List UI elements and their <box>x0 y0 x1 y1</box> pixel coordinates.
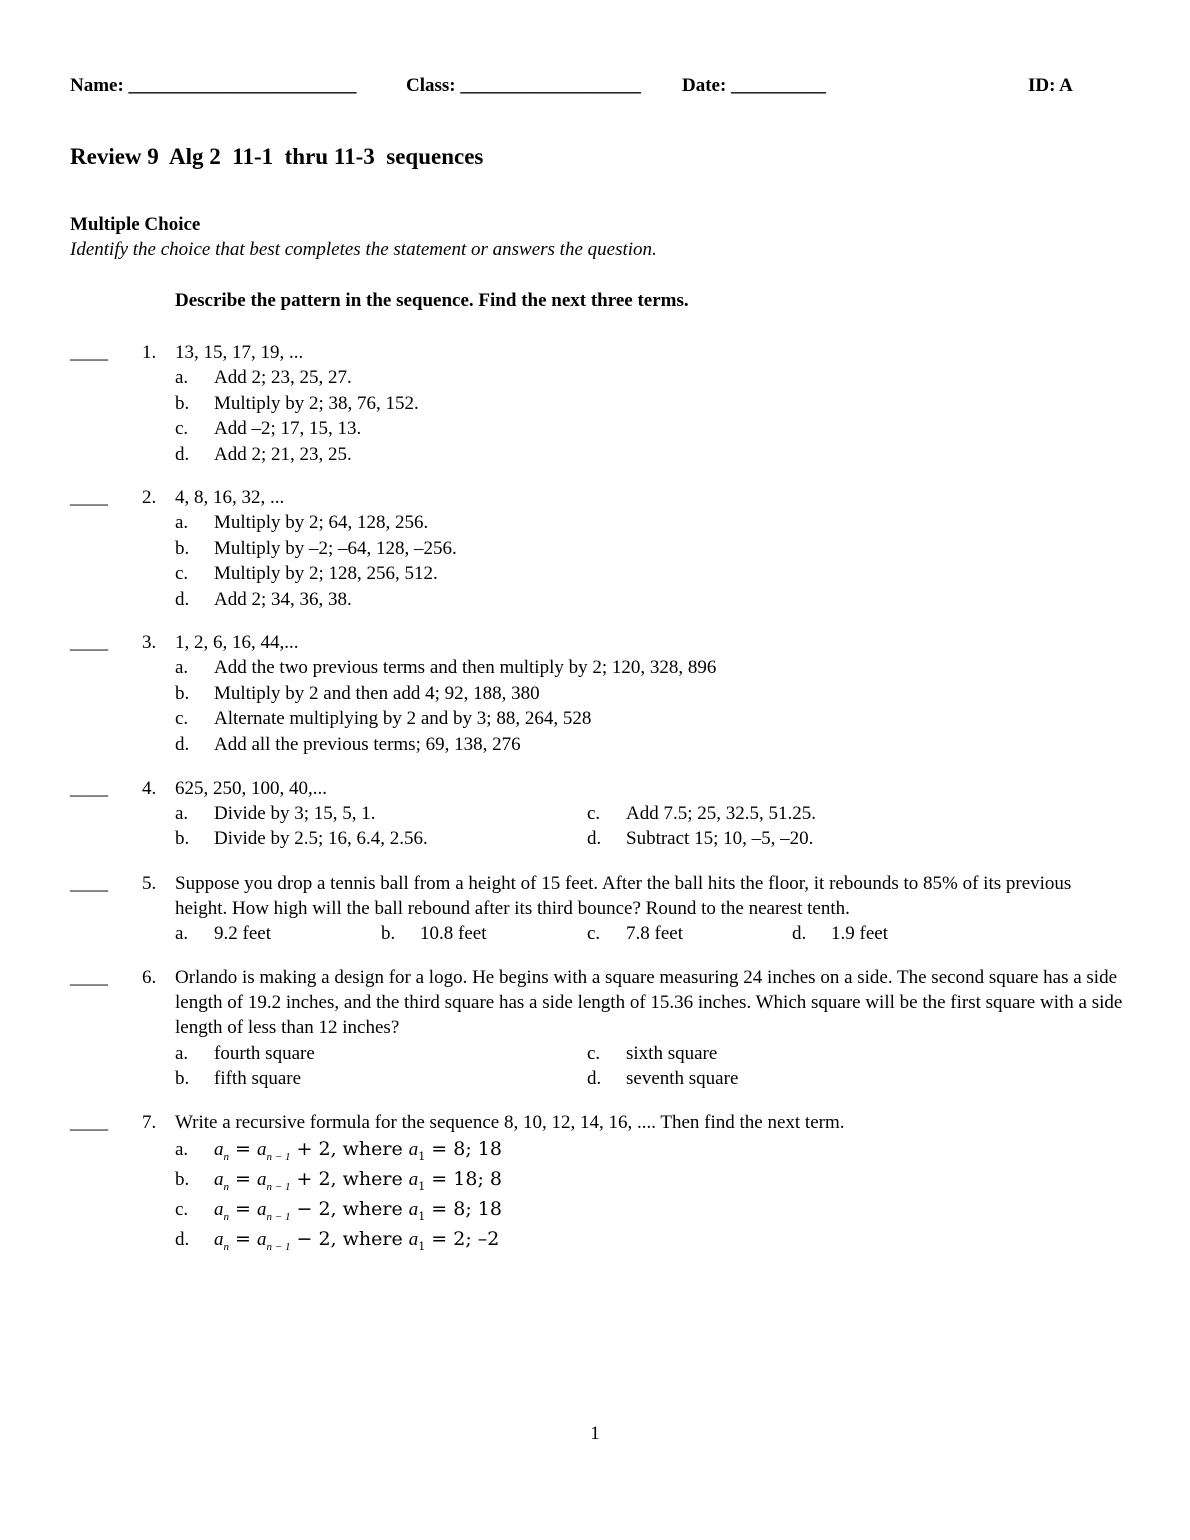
choice-c[interactable] <box>175 706 1125 732</box>
directive-text: Describe the pattern in the sequence. Find the next three terms. <box>175 290 689 311</box>
question-stem: Write a recursive formula for the sequence 8, 10, 12, 14, 16, .... Then find the next term. <box>175 1112 845 1133</box>
answer-blank[interactable]: ____ <box>70 342 108 363</box>
choice-text: 1.9 feet <box>831 923 888 944</box>
choice-letter: a. <box>175 1043 189 1064</box>
test-id: ID: A <box>1028 75 1073 96</box>
choice-text: sixth square <box>626 1043 718 1064</box>
question-stem: Suppose you drop a tennis ball from a height of 15 feet. After the ball hits the floor, it rebounds to 85% of its previous height. How high will the ball rebound after its third bounce? Round to the nearest tenth. <box>175 873 1072 919</box>
recursive-formula: $a_n = a_{n - 1} - 2$, where $a_1 = 2$; –2 <box>214 1228 500 1253</box>
choice-list <box>175 1041 1125 1092</box>
choice-letter: b. <box>175 682 190 704</box>
choice-letter: b. <box>175 392 190 414</box>
section-instructions: Identify the choice that best completes the statement or answers the question. <box>70 239 657 260</box>
choice-b[interactable] <box>175 1167 1125 1197</box>
answer-blank[interactable]: ____ <box>70 1112 108 1133</box>
question-number: 4. <box>142 778 157 799</box>
choice-letter: c. <box>587 1043 601 1064</box>
choice-text: Add 2; 21, 23, 25. <box>214 443 352 465</box>
choice-text: Multiply by 2 and then add 4; 92, 188, 380 <box>214 682 540 704</box>
choice-text: Add all the previous terms; 69, 138, 276 <box>214 733 521 755</box>
choice-letter: a. <box>175 1139 189 1160</box>
name-field[interactable]: Name: ________________________ <box>70 75 357 96</box>
choice-b[interactable] <box>175 391 1125 417</box>
choice-text: Divide by 2.5; 16, 6.4, 2.56. <box>214 828 428 849</box>
choice-letter: a. <box>175 657 189 678</box>
choice-letter: d. <box>175 1229 190 1250</box>
choice-text: Multiply by 2; 128, 256, 512. <box>214 563 438 584</box>
choice-text: Divide by 3; 15, 5, 1. <box>214 803 376 824</box>
choice-d[interactable] <box>175 442 1125 468</box>
choice-letter: d. <box>175 443 190 465</box>
answer-blank[interactable]: ____ <box>70 967 108 988</box>
choice-text: 9.2 feet <box>214 923 271 944</box>
question-number: 2. <box>142 487 157 508</box>
choice-letter: d. <box>792 923 807 944</box>
choice-c[interactable] <box>175 561 1125 587</box>
choice-letter: a. <box>175 367 189 388</box>
choice-text: Alternate multiplying by 2 and by 3; 88, 264, 528 <box>214 708 592 729</box>
question-stem: 1, 2, 6, 16, 44,... <box>175 632 299 653</box>
choice-d[interactable] <box>175 587 1125 613</box>
choice-text: Add –2; 17, 15, 13. <box>214 418 362 439</box>
choice-list <box>175 510 1125 612</box>
choice-text: Add 7.5; 25, 32.5, 51.25. <box>626 803 816 824</box>
question-stem: Orlando is making a design for a logo. He begins with a square measuring 24 inches on a side. The second square has a side length of 19.2 inches, and the third square has a side length of 15.36 inches. Which square will be the first square with a side length of less than 12 inches? <box>175 967 1123 1038</box>
answer-blank[interactable]: ____ <box>70 873 108 894</box>
choice-letter: c. <box>175 563 189 584</box>
choice-list <box>175 801 1125 852</box>
section-heading: Multiple Choice <box>70 214 201 235</box>
choice-text: 7.8 feet <box>626 923 683 944</box>
question-number: 1. <box>142 342 157 363</box>
choice-a[interactable] <box>175 1137 1125 1167</box>
question-number: 5. <box>142 873 157 894</box>
question-stem: 13, 15, 17, 19, ... <box>175 342 304 363</box>
choice-a[interactable] <box>175 655 1125 681</box>
choice-letter: b. <box>381 923 396 944</box>
choice-text: fifth square <box>214 1068 302 1089</box>
choice-text: seventh square <box>626 1068 739 1089</box>
answer-blank[interactable]: ____ <box>70 487 108 508</box>
question-number: 3. <box>142 632 157 653</box>
choice-list <box>175 655 1125 757</box>
choice-list <box>175 365 1125 467</box>
choice-text: Add 2; 23, 25, 27. <box>214 367 352 388</box>
choice-letter: d. <box>175 588 190 610</box>
page-number: 1 <box>590 1423 600 1444</box>
choice-text: Add the two previous terms and then multiply by 2; 120, 328, 896 <box>214 657 717 678</box>
choice-letter: c. <box>587 923 601 944</box>
choice-list <box>175 1137 1125 1257</box>
choice-a[interactable] <box>175 510 1125 536</box>
choice-letter: b. <box>175 1068 190 1089</box>
choice-b[interactable] <box>175 681 1125 707</box>
choice-letter: d. <box>587 828 602 849</box>
choice-letter: b. <box>175 828 190 849</box>
choice-letter: a. <box>175 803 189 824</box>
header-fields <box>70 73 1090 98</box>
choice-letter: a. <box>175 923 189 944</box>
choice-d[interactable] <box>175 732 1125 758</box>
choice-d[interactable] <box>175 1227 1125 1257</box>
page-title: Review 9 Alg 2 11-1 thru 11-3 sequences <box>70 144 484 169</box>
question-stem: 4, 8, 16, 32, ... <box>175 487 285 508</box>
choice-letter: b. <box>175 1169 190 1190</box>
choice-letter: a. <box>175 512 189 533</box>
choice-letter: c. <box>175 1199 189 1220</box>
choice-text: 10.8 feet <box>420 923 487 944</box>
choice-letter: d. <box>587 1068 602 1089</box>
recursive-formula: $a_n = a_{n - 1} - 2$, where $a_1 = 8$; 18 <box>214 1198 502 1223</box>
choice-text: Multiply by 2; 64, 128, 256. <box>214 512 429 533</box>
choice-letter: c. <box>175 708 189 729</box>
choice-text: fourth square <box>214 1043 315 1064</box>
choice-letter: c. <box>587 803 601 824</box>
choice-text: Multiply by 2; 38, 76, 152. <box>214 392 419 414</box>
question-number: 6. <box>142 967 157 988</box>
choice-text: Add 2; 34, 36, 38. <box>214 588 352 610</box>
choice-letter: d. <box>175 733 190 755</box>
choice-text: Multiply by –2; –64, 128, –256. <box>214 537 457 559</box>
choice-letter: b. <box>175 537 190 559</box>
choice-c[interactable] <box>175 1197 1125 1227</box>
date-field[interactable]: Date: __________ <box>682 75 827 96</box>
question-stem: 625, 250, 100, 40,... <box>175 778 327 799</box>
choice-text: Subtract 15; 10, –5, –20. <box>626 828 814 849</box>
choice-c[interactable] <box>175 416 1125 442</box>
recursive-formula: $a_n = a_{n - 1} + 2$, where $a_1 = 18$; 8 <box>214 1168 502 1193</box>
choice-list <box>175 921 1125 946</box>
class-field[interactable]: Class: ___________________ <box>406 75 641 96</box>
question-number: 7. <box>142 1112 157 1133</box>
choice-letter: c. <box>175 418 189 439</box>
answer-blank[interactable]: ____ <box>70 778 108 799</box>
answer-blank[interactable]: ____ <box>70 632 108 653</box>
choice-b[interactable] <box>175 536 1125 562</box>
recursive-formula: $a_n = a_{n - 1} + 2$, where $a_1 = 8$; 18 <box>214 1138 502 1163</box>
choice-a[interactable] <box>175 365 1125 391</box>
